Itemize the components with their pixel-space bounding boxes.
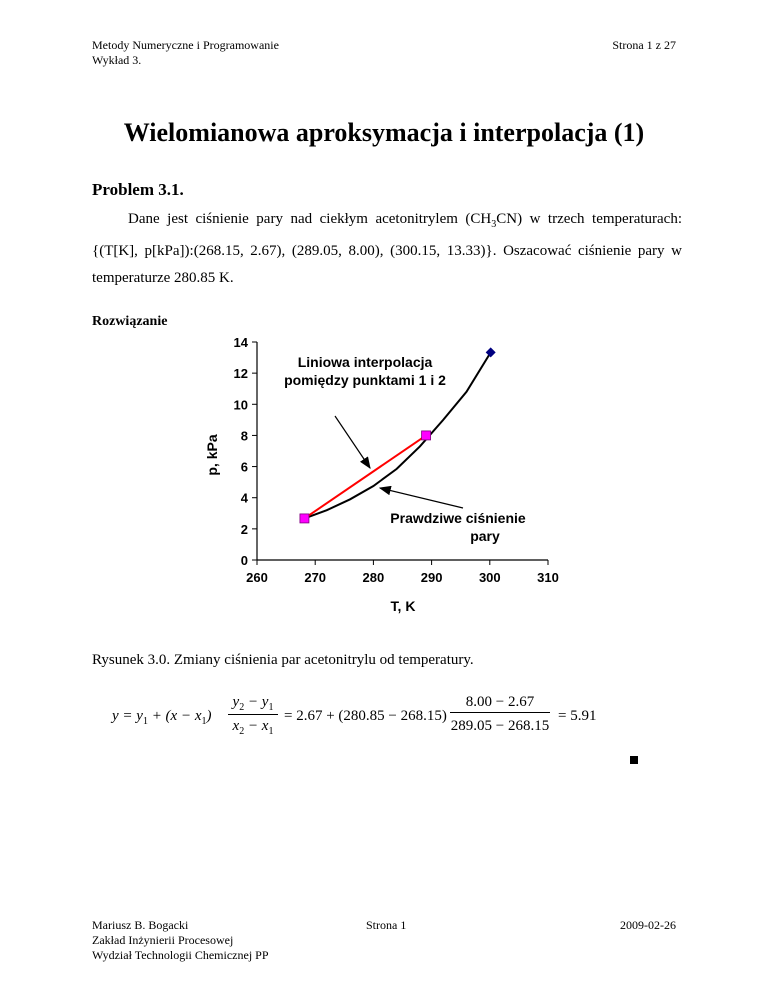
footer-department: Zakład Inżynierii Procesowej (92, 933, 234, 947)
x-axis-label: T, K (390, 598, 416, 614)
x-tick-label: 290 (420, 570, 443, 585)
problem-heading: Problem 3.1. (92, 180, 184, 199)
formula-fraction1-num: $y_2 - y_1$ (228, 694, 278, 715)
interpolation-formula (112, 694, 672, 744)
footer-author: Mariusz B. Bogacki (92, 918, 189, 932)
chart-arrows (335, 416, 463, 508)
formula-fraction1-den: $x_2 - x_1$ (232, 718, 274, 737)
y-tick-label: 4 (240, 490, 248, 506)
linear-interpolation-line (304, 435, 426, 518)
header-course: Metody Numeryczne i Programowanie (92, 38, 279, 52)
y-tick-label: 12 (233, 366, 248, 382)
data-point-marker (486, 347, 496, 357)
x-tick-label: 310 (537, 570, 559, 585)
y-tick-label: 2 (240, 521, 248, 537)
problem-subscript: 3 (491, 219, 497, 230)
figure-caption: Rysunek 3.0. Zmiany ciśnienia par acetonitrylu od temperatury. (92, 652, 474, 668)
formula-close: ) (206, 708, 212, 724)
footer-author-block (92, 918, 269, 963)
problem-text-b: CN) w trzech temperaturach: {(T[K], p[kPa]):(268.15, 2.67), (289.05, 8.00), (300.15, 13.33)}. Oszacować ciśnienie pary w temperaturze 280.85 K. (92, 211, 683, 286)
y-axis-label: p, kPa (204, 434, 220, 476)
formula-lhs: y = y (112, 708, 143, 724)
problem-text-a: Dane jest ciśnienie pary nad ciekłym acetonitrylem (CH (128, 211, 492, 227)
formula-fraction2-den: 289.05 − 268.15 (450, 718, 550, 734)
header-lecture: Wykład 3. (92, 53, 142, 67)
formula-result: = 5.91 (558, 708, 597, 724)
formula-eq2: = 2.67 + (280.85 − 268.15) (284, 708, 447, 724)
formula-sub-1a: 1 (142, 716, 148, 727)
x-tick-label: 300 (478, 570, 501, 585)
formula-sub-1b: 1 (201, 716, 207, 727)
x-tick-label: 280 (362, 570, 385, 585)
footer-date: 2009-02-26 (620, 918, 676, 932)
end-of-proof-mark (630, 756, 638, 764)
y-tick-label: 8 (240, 428, 248, 444)
vapor-pressure-chart (180, 330, 600, 630)
annotation-true-line1: Prawdziwe ciśnienie (390, 510, 526, 526)
footer-page: Strona 1 (366, 918, 407, 932)
y-tick-label: 14 (233, 335, 248, 350)
problem-text (92, 206, 682, 292)
annotation-true-line2: pary (470, 528, 500, 544)
formula-fraction2-num: 8.00 − 2.67 (450, 694, 550, 713)
y-tick-label: 6 (240, 459, 248, 475)
y-tick-label: 0 (240, 553, 248, 568)
arrow-to-linear (335, 416, 370, 468)
footer-faculty: Wydział Technologii Chemicznej PP (92, 948, 269, 962)
data-point-marker (422, 431, 431, 440)
formula-mid: + (x − x (147, 708, 202, 724)
solution-heading: Rozwiązanie (92, 314, 168, 329)
page-title: Wielomianowa aproksymacja i interpolacja (1) (123, 118, 645, 147)
arrow-to-true-curve (380, 488, 463, 508)
header-page-count: Strona 1 z 27 (612, 38, 676, 52)
x-tick-label: 260 (246, 570, 268, 585)
x-tick-label: 270 (304, 570, 327, 585)
annotation-linear-line2: pomiędzy punktami 1 i 2 (284, 372, 446, 388)
y-tick-label: 10 (233, 397, 248, 413)
data-point-marker (300, 514, 309, 523)
header-left (92, 38, 279, 68)
annotation-linear-line1: Liniowa interpolacja (297, 354, 433, 370)
